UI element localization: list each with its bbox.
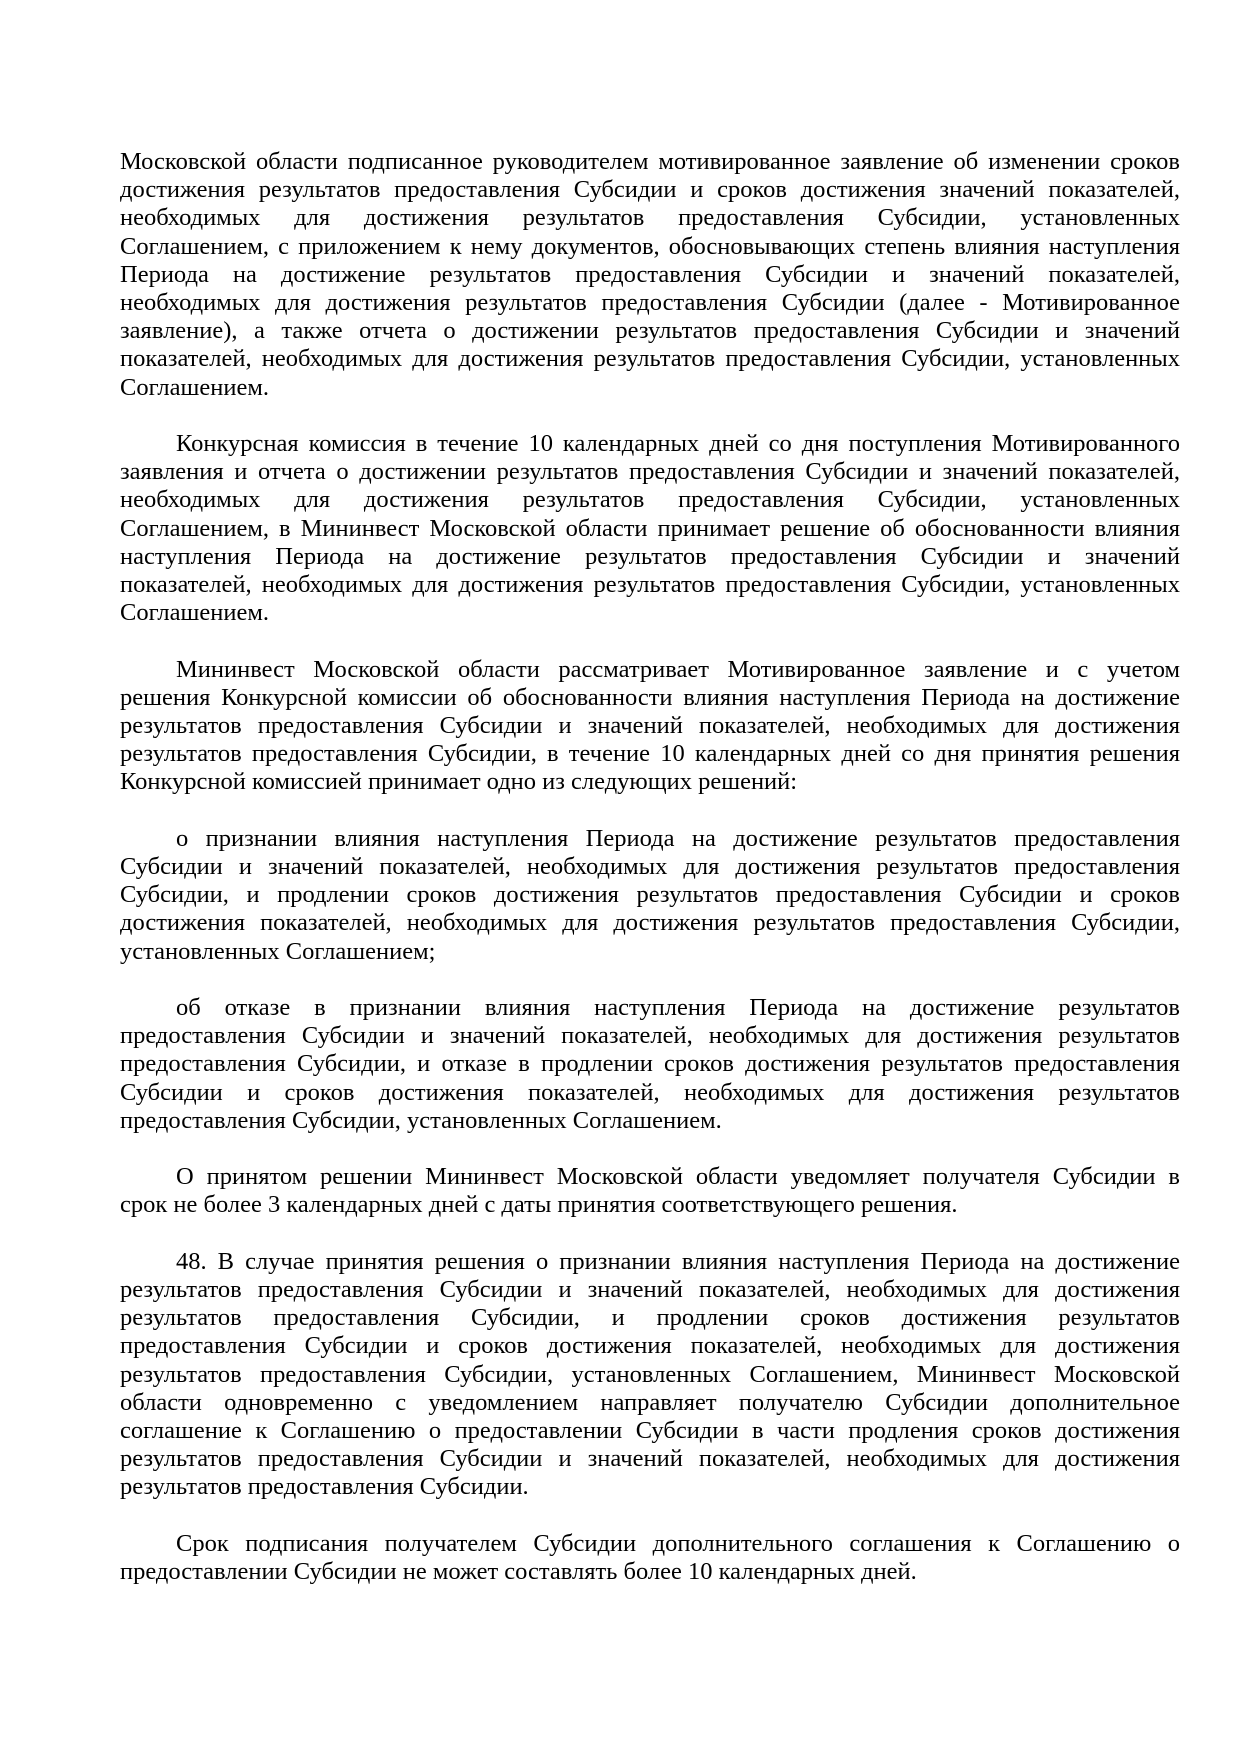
text-line: результатов предоставления Субсидии, и продлении сроков достижения результатов: [120, 1304, 1180, 1332]
text-line: наступления Периода на достижение результатов предоставления Субсидии и значений: [120, 542, 1180, 570]
text-line: Московской области подписанное руководителем мотивированное заявление об изменении сроков: [120, 148, 1180, 175]
document-page: [120, 148, 1180, 1614]
text-line: Субсидии и значений показателей, необходимых для достижения результатов предоставления: [120, 853, 1180, 881]
text-line: Мининвест Московской области рассматривает Мотивированное заявление и с учетом: [176, 655, 1180, 683]
paragraph: [120, 1530, 1180, 1586]
paragraph: [120, 994, 1180, 1135]
text-line: Субсидии, и продлении сроков достижения результатов предоставления Субсидии и сроков: [120, 881, 1180, 909]
text-line: предоставления Субсидии и значений показателей, необходимых для достижения результатов: [120, 1022, 1180, 1050]
text-line: области одновременно с уведомлением направляет получателю Субсидии дополнительное: [120, 1388, 1180, 1416]
text-line: результатов предоставления Субсидии и значений показателей, необходимых для достижения: [120, 1276, 1180, 1304]
text-line: достижения результатов предоставления Субсидии и сроков достижения значений показателей,: [120, 176, 1180, 204]
text-line: предоставления Субсидии и сроков достижения показателей, необходимых для достижения: [120, 1332, 1180, 1360]
text-line: заявление), а также отчета о достижении результатов предоставления Субсидии и значений: [120, 317, 1180, 345]
text-line: Конкурсной комиссией принимает одно из следующих решений:: [120, 768, 798, 796]
text-line: результатов предоставления Субсидии, установленных Соглашением, Мининвест Московской: [120, 1360, 1180, 1388]
text-line: решения Конкурсной комиссии об обоснованности влияния наступления Периода на достижение: [120, 683, 1180, 711]
text-line: показателей, необходимых для достижения результатов предоставления Субсидии, установленных: [120, 571, 1180, 599]
text-line: установленных Соглашением;: [120, 937, 436, 965]
text-line: Периода на достижение результатов предоставления Субсидии и значений показателей,: [120, 260, 1180, 288]
text-line: об отказе в признании влияния наступления Периода на достижение результатов: [176, 994, 1180, 1022]
text-line: результатов предоставления Субсидии и значений показателей, необходимых для достижения: [120, 1445, 1180, 1473]
text-line: Срок подписания получателем Субсидии дополнительного соглашения к Соглашению о: [176, 1529, 1180, 1557]
text-line: показателей, необходимых для достижения результатов предоставления Субсидии, установленных: [120, 345, 1180, 373]
text-line: О принятом решении Мининвест Московской области уведомляет получателя Субсидии в: [176, 1163, 1180, 1191]
text-line: результатов предоставления Субсидии, в течение 10 календарных дней со дня принятия решения: [120, 740, 1180, 768]
text-line: Соглашением, с приложением к нему документов, обосновывающих степень влияния наступления: [120, 232, 1180, 260]
text-line: предоставлении Субсидии не может составлять более 10 календарных дней.: [120, 1558, 917, 1586]
text-line: Субсидии и сроков достижения показателей, необходимых для достижения результатов: [120, 1078, 1180, 1106]
text-line: необходимых для достижения результатов предоставления Субсидии, установленных: [120, 204, 1180, 232]
text-line: Конкурсная комиссия в течение 10 календарных дней со дня поступления Мотивированного: [176, 430, 1180, 458]
paragraph: [120, 1248, 1180, 1502]
paragraph: [120, 656, 1180, 797]
text-line: 48. В случае принятия решения о признании влияния наступления Периода на достижение: [176, 1247, 1180, 1275]
paragraph: [120, 825, 1180, 966]
text-line: Соглашением.: [120, 373, 269, 401]
text-line: предоставления Субсидии, установленных Соглашением.: [120, 1106, 722, 1134]
text-line: Соглашением.: [120, 599, 269, 627]
text-line: предоставления Субсидии, и отказе в продлении сроков достижения результатов предоставления: [120, 1050, 1180, 1078]
paragraph: [120, 1163, 1180, 1219]
text-line: заявления и отчета о достижении результатов предоставления Субсидии и значений показателей,: [120, 458, 1180, 486]
text-line: о признании влияния наступления Периода на достижение результатов предоставления: [176, 824, 1180, 852]
text-line: достижения показателей, необходимых для достижения результатов предоставления Субсидии,: [120, 909, 1180, 937]
text-line: соглашение к Соглашению о предоставлении Субсидии в части продления сроков достижения: [120, 1417, 1180, 1445]
paragraph: [120, 430, 1180, 627]
text-line: срок не более 3 календарных дней с даты принятия соответствующего решения.: [120, 1191, 958, 1219]
text-line: Соглашением, в Мининвест Московской области принимает решение об обоснованности влияния: [120, 514, 1180, 542]
paragraph: [120, 148, 1180, 402]
text-line: необходимых для достижения результатов предоставления Субсидии (далее - Мотивированное: [120, 289, 1180, 317]
text-line: результатов предоставления Субсидии.: [120, 1473, 529, 1501]
text-line: результатов предоставления Субсидии и значений показателей, необходимых для достижения: [120, 712, 1180, 740]
text-line: необходимых для достижения результатов предоставления Субсидии, установленных: [120, 486, 1180, 514]
